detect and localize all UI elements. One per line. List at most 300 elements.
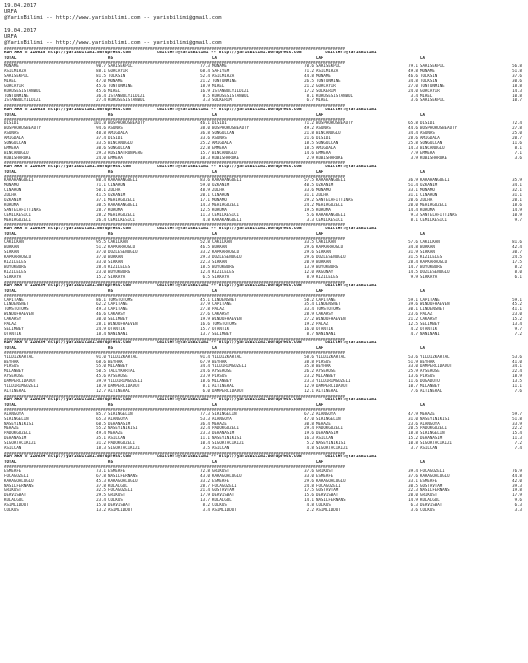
horse-name: GRIKUST	[4, 488, 22, 493]
horse-name: SIRKAYA	[108, 274, 126, 279]
horse-name: GRIKUST	[316, 468, 334, 473]
horse-name: KORUMA	[212, 207, 227, 212]
horse-name: KURUSESISTANBUL	[212, 93, 249, 98]
horse-score: 14.3	[512, 88, 522, 93]
horse-name: KARAHANGUELI	[420, 178, 450, 183]
race-blocks	[4, 47, 524, 513]
horse-name: KURUSESISTANBUL	[108, 98, 145, 103]
column-header: LA	[212, 231, 217, 236]
horse-score: 18.9	[200, 83, 210, 88]
horse-name: SAFIYEM	[212, 69, 230, 74]
horse-score: 20.5	[408, 426, 418, 431]
horse-score: 46.5	[200, 245, 210, 250]
horse-score: 35.1	[96, 436, 106, 441]
horse-score: 3.6	[410, 98, 418, 103]
horse-score: 21.6	[304, 135, 314, 140]
horse-score: 41.1	[512, 307, 522, 312]
horse-score: 29.4	[304, 426, 314, 431]
horse-name: EMMERA	[108, 155, 123, 160]
document-sheet	[4, 3, 524, 513]
race-block	[4, 47, 524, 103]
horse-score: 94.6	[96, 126, 106, 131]
horse-score: 10.8	[512, 93, 522, 98]
horse-name: DEHANASIM	[4, 436, 27, 441]
horse-score: 23.6	[408, 421, 418, 426]
horse-name: YILDIRIMGUZELI	[212, 364, 247, 369]
horse-score: 73.1	[96, 468, 106, 473]
horse-score: 44.6	[408, 126, 418, 131]
horse-score: 43.0	[200, 473, 210, 478]
horse-name: MEHAZE	[108, 431, 123, 436]
horse-score: 48.9	[200, 188, 210, 193]
horse-score: 28.2	[96, 212, 106, 217]
column-header: LA	[420, 346, 425, 351]
horse-name: DEHANASIM	[212, 431, 235, 436]
horse-name: CAPITANE	[108, 302, 128, 307]
horse-cell	[316, 508, 420, 513]
horse-name: CAPITANE	[4, 297, 24, 302]
column-header: LA	[420, 289, 425, 294]
horse-name: TOMSTOTOMS	[316, 307, 341, 312]
horse-name: CAKARSY	[420, 317, 438, 322]
horse-score: 47.0	[304, 416, 314, 421]
horse-score: 8.2	[514, 264, 522, 269]
horse-score: 3.4	[410, 93, 418, 98]
horse-name: BOSPHORUSBEAUTY	[108, 121, 145, 126]
horse-cell	[420, 332, 524, 337]
horse-score: 18.5	[304, 145, 314, 150]
header-date: 19.04.2017	[4, 3, 37, 9]
horse-score: 15.7	[200, 326, 210, 331]
block-title: KUM ARA = 110634 http://yarisbilimi.wordpress.com twitter:@YarisBilimi -- http://yarisbilimi.wordpress.com twitter:@YarisBilimi	[4, 398, 377, 403]
horse-score: 49.4	[96, 431, 106, 436]
horse-cell	[212, 446, 316, 451]
horse-cell	[4, 156, 108, 161]
horse-score: 91.0	[96, 354, 106, 359]
horse-name: PIRSUS	[4, 364, 19, 369]
horse-name: DERVISBAT	[212, 493, 235, 498]
horse-name: SIRKAYA	[4, 274, 22, 279]
horse-score: 15.2	[408, 436, 418, 441]
horse-name: BUYUKBURG	[108, 269, 131, 274]
horse-score: 47.0	[96, 78, 106, 83]
horse-score: 18.6	[200, 379, 210, 384]
horse-score: 46.1	[200, 121, 210, 126]
horse-cell	[420, 275, 524, 280]
horse-name: TOMSTOTOMS	[108, 297, 133, 302]
column-header: KG	[108, 289, 113, 294]
horse-name: DISIDI	[212, 121, 227, 126]
horse-row	[4, 332, 524, 337]
horse-score: 15.7	[200, 150, 210, 155]
horse-name: SIRKAN	[212, 259, 227, 264]
horse-name: ALTINERAL	[108, 388, 131, 393]
horse-score: 42.0	[512, 478, 522, 483]
horse-name: GORCAYIR	[316, 83, 336, 88]
horse-score: 20.0	[408, 493, 418, 498]
horse-name: CAPITANE	[420, 297, 440, 302]
hash-separator: ##########################################################################################################################################	[4, 394, 346, 399]
horse-score: 67.2	[304, 411, 314, 416]
horse-score: 19.2	[304, 321, 314, 326]
horse-score: 18.3	[96, 445, 106, 450]
horse-score: 37.8	[96, 483, 106, 488]
horse-score: 7.1	[514, 150, 522, 155]
horse-name: DERVISBAT	[316, 493, 339, 498]
horse-name: KARAKANGUELI	[316, 212, 346, 217]
horse-score: 19.6	[304, 431, 314, 436]
horse-cell	[108, 332, 212, 337]
horse-name: KORUMA	[4, 202, 19, 207]
column-header-row	[4, 56, 524, 61]
horse-score: 20.1	[200, 193, 210, 198]
horse-score: 8.1	[202, 383, 210, 388]
horse-name: ASILCAN	[212, 445, 230, 450]
horse-name: SIRKAN	[420, 250, 435, 255]
horse-score: 17.1	[200, 197, 210, 202]
horse-score: 28.7	[96, 207, 106, 212]
horse-name: BURKAN	[4, 245, 19, 250]
horse-score: 14.6	[304, 150, 314, 155]
horse-name: AYSEROSE	[108, 374, 128, 379]
horse-name: SIRKAN	[4, 250, 19, 255]
horse-score: 26.5	[304, 78, 314, 83]
horse-score: 30.8	[304, 421, 314, 426]
column-header: LA	[212, 460, 217, 465]
horse-row	[4, 508, 524, 513]
horse-name: KULALGUL	[420, 498, 440, 503]
horse-name: NASILFERNANS	[316, 498, 346, 503]
horse-score: 51.4	[408, 183, 418, 188]
horse-score: 37.1	[96, 197, 106, 202]
horse-name: CAKILKAN	[420, 240, 440, 245]
column-header: KG	[108, 460, 113, 465]
horse-score: 14.9	[512, 207, 522, 212]
horse-name: KARAGOALOGLU	[420, 473, 450, 478]
column-header: LA	[212, 55, 217, 60]
horse-name: DISIDI	[420, 121, 435, 126]
horse-score: 26.2	[304, 369, 314, 374]
horse-name: ISTANBULYILDIZI	[4, 98, 41, 103]
horse-score: 34.8	[408, 245, 418, 250]
horse-score: 4.7	[410, 331, 418, 336]
horse-score: 50.1	[96, 188, 106, 193]
horse-name: MEHIRGUZELI	[4, 217, 32, 222]
horse-score: 10.7	[408, 383, 418, 388]
horse-score: 32.4	[200, 426, 210, 431]
horse-score: 14.7	[408, 264, 418, 269]
horse-score: 18.9	[96, 383, 106, 388]
horse-score: 36.8	[200, 131, 210, 136]
horse-score: 3.7	[410, 445, 418, 450]
horse-score: 67.9	[200, 359, 210, 364]
horse-score: 33.6	[200, 135, 210, 140]
horse-score: 28.4	[96, 264, 106, 269]
column-header: LAF	[316, 403, 324, 408]
horse-score: 23.4	[96, 498, 106, 503]
horse-cell	[316, 218, 420, 223]
horse-score: 49.2	[304, 126, 314, 131]
horse-name: AYSEROSE	[4, 374, 24, 379]
horse-name: KORUMA	[108, 207, 123, 212]
horse-name: CINARON	[4, 188, 22, 193]
horse-cell	[4, 446, 108, 451]
horse-score: 40.5	[304, 183, 314, 188]
horse-name: MIREL	[420, 93, 433, 98]
horse-score: 33.2	[200, 250, 210, 255]
horse-score: 7.6	[514, 388, 522, 393]
horse-name: DISIDI	[316, 135, 331, 140]
horse-score: 13.2	[96, 507, 106, 512]
horse-name: TOMSTOTOMS	[4, 307, 29, 312]
horse-score: 6.3	[410, 503, 418, 508]
horse-score: 6.1	[514, 274, 522, 279]
horse-score: 12.7	[96, 388, 106, 393]
horse-score: 57.5	[304, 178, 314, 183]
horse-score: 23.0	[512, 312, 522, 317]
horse-name: PALAZ	[316, 321, 329, 326]
horse-score: 33.4	[304, 307, 314, 312]
horse-name: GORCAYIR	[108, 69, 128, 74]
column-header: LA	[420, 460, 425, 465]
column-header-row	[4, 403, 524, 408]
horse-name: CAKARSY	[4, 317, 22, 322]
horse-name: SIRINGELIN	[316, 416, 341, 421]
horse-score: 16.6	[200, 321, 210, 326]
horse-score: 17.9	[200, 493, 210, 498]
horse-score: 17.5	[512, 259, 522, 264]
horse-name: BEYHAK	[108, 359, 123, 364]
horse-name: AMIGDALA	[316, 145, 336, 150]
column-header: TOTAL	[4, 289, 17, 294]
column-header: LAF	[316, 231, 324, 236]
horse-score: 25.9	[408, 369, 418, 374]
horse-score: 25.8	[408, 140, 418, 145]
horse-score: 35.8	[304, 364, 314, 369]
horse-score: 39.3	[512, 483, 522, 488]
horse-score: 11.3	[512, 436, 522, 441]
horse-cell	[212, 275, 316, 280]
horse-name: BINCANOGLU	[108, 140, 133, 145]
horse-score: 34.1	[512, 364, 522, 369]
horse-name: SELIMBEY	[4, 326, 24, 331]
horse-score: 58.2	[304, 297, 314, 302]
horse-score: 33.1	[408, 188, 418, 193]
horse-name: AMIGDALA	[420, 135, 440, 140]
header-contact: @YarisBilimi -- http://www.yarisbilimi.com -- yarisbilimi@gmail.com	[4, 15, 222, 22]
column-header-row	[4, 289, 524, 294]
horse-name: EMMERA	[316, 150, 331, 155]
horse-score: 33.0	[408, 364, 418, 369]
horse-score: 22.3	[200, 259, 210, 264]
horse-score: 51.8	[512, 416, 522, 421]
horse-score: 12.0	[304, 269, 314, 274]
horse-score: 41.0	[512, 359, 522, 364]
horse-score: 3.6	[410, 507, 418, 512]
horse-name: YILDIZKARTAL	[420, 354, 450, 359]
horse-score: 88.1	[96, 69, 106, 74]
horse-score: 39.9	[96, 379, 106, 384]
horse-score: 37.0	[96, 255, 106, 260]
hash-separator: ##########################################################################################################################################	[4, 351, 346, 355]
horse-score: 51.9	[408, 359, 418, 364]
horse-score: 91.4	[200, 354, 210, 359]
horse-score: 21.2	[304, 83, 314, 88]
horse-name: YILDIRIMGUZELI	[108, 379, 143, 384]
horse-score: 57.6	[408, 240, 418, 245]
hash-separator: ##########################################################################################################################################	[4, 451, 346, 456]
horse-score: 13.4	[512, 321, 522, 326]
horse-name: SIRKAN	[316, 250, 331, 255]
horse-name: SOLKERIM	[212, 98, 232, 103]
horse-name: COLKUS	[108, 498, 123, 503]
horse-name: NASEYINIKISI	[420, 416, 450, 421]
horse-name: AKGUNAY	[316, 269, 334, 274]
horse-score: 34.4	[408, 131, 418, 136]
horse-score: 71.2	[304, 121, 314, 126]
horse-name: AYSEROSE	[316, 369, 336, 374]
horse-score: 26.4	[96, 217, 106, 222]
horse-score: 21.4	[200, 488, 210, 493]
horse-name: KARAHANGUELI	[4, 178, 34, 183]
horse-cell	[4, 98, 108, 103]
horse-name: DAMPERCIDAVUT	[108, 383, 141, 388]
horse-score: 7.2	[514, 441, 522, 446]
horse-name: FOCAGUZELI	[108, 488, 133, 493]
horse-score: 12.9	[304, 383, 314, 388]
horse-name: SIRINGELIN	[420, 431, 445, 436]
horse-score: 12.4	[200, 269, 210, 274]
horse-score: 6.7	[306, 98, 314, 103]
horse-name: NANINANI	[108, 331, 128, 336]
horse-cell	[4, 389, 108, 394]
horse-cell	[420, 508, 524, 513]
horse-name: DEHANASIM	[108, 421, 131, 426]
horse-name: YILDIZKARTAL	[212, 354, 242, 359]
horse-name: WINDOFHAEVEN	[420, 302, 450, 307]
horse-name: ALTINERAL	[420, 388, 443, 393]
horse-name: OTANTIK	[316, 326, 334, 331]
horse-score: 29.2	[304, 197, 314, 202]
horse-name: GRIKUST	[420, 493, 438, 498]
horse-name: SIGORTACIKIZI	[212, 441, 245, 446]
horse-score: 80.4	[96, 178, 106, 183]
horse-name: DUZLESENOGLU	[212, 255, 242, 260]
horse-name: SOLKERIM	[316, 88, 336, 93]
horse-score: 44.8	[304, 73, 314, 78]
horse-score: 9.7	[514, 326, 522, 331]
horse-score: 24.2	[304, 202, 314, 207]
horse-name: MEHIRGUZELI	[212, 202, 240, 207]
horse-name: WINDOFHAEVEN	[4, 312, 34, 317]
block-title: KUM ARA = 110634 http://yarisbilimi.wordpress.com twitter:@YarisBilimi -- http://yarisbilimi.wordpress.com twitter:@YarisBilimi	[4, 284, 377, 289]
horse-cell	[4, 275, 108, 280]
column-header: LA	[420, 231, 425, 236]
hash-separator: ##########################################################################################################################################	[4, 47, 346, 51]
horse-score: 81.6	[512, 240, 522, 245]
horse-name: SIRINGELIN	[212, 411, 237, 416]
horse-score: 29.3	[96, 150, 106, 155]
horse-name: KARAGOALOGLU	[4, 478, 34, 483]
horse-name: CINARON	[108, 183, 126, 188]
horse-score: 62.2	[96, 302, 106, 307]
horse-name: SIRKAYA	[212, 274, 230, 279]
horse-name: ZULHA	[316, 193, 329, 198]
horse-cell	[316, 98, 420, 103]
horse-name: DUZLESENOGLU	[108, 250, 138, 255]
horse-score: 31.1	[512, 193, 522, 198]
column-header: KG	[108, 112, 113, 117]
horse-name: PALAZ	[4, 321, 17, 326]
column-header: LAF	[316, 346, 324, 351]
horse-score: 68.4	[200, 69, 210, 74]
horse-name: MILANBEY	[420, 383, 440, 388]
horse-name: BUYUKBURG	[420, 264, 443, 269]
horse-name: PADOKGUZELI	[316, 426, 344, 431]
horse-name: ASILCAN	[316, 436, 334, 441]
horse-score: 3.3	[306, 217, 314, 222]
horse-name: BOSPHORUSBEAUTY	[420, 126, 457, 131]
horse-name: PADOKGUZELI	[212, 426, 240, 431]
horse-score: 24.5	[512, 255, 522, 260]
horse-score: 2.2	[306, 507, 314, 512]
horse-name: ASUNAS	[316, 126, 331, 131]
horse-score: 14.3	[408, 145, 418, 150]
horse-score: 17.5	[304, 488, 314, 493]
horse-score: 28.6	[408, 135, 418, 140]
horse-score: 23.6	[408, 312, 418, 317]
horse-name: PADOKGUZELI	[4, 431, 32, 436]
horse-score: 2.9	[306, 155, 314, 160]
horse-score: 23.3	[304, 379, 314, 384]
horse-score: 4.8	[202, 217, 210, 222]
horse-name: OTANTIK	[420, 326, 438, 331]
horse-name: KARAHANGUELI	[316, 178, 346, 183]
horse-score: 67.8	[96, 473, 106, 478]
horse-name: SELIMBEY	[212, 331, 232, 336]
horse-score: 50.5	[96, 369, 106, 374]
horse-cell	[212, 218, 316, 223]
horse-name: KUBISHAROKE	[316, 155, 344, 160]
horse-score: 30.5	[96, 202, 106, 207]
horse-score: 4.8	[306, 503, 314, 508]
horse-name: GRIKUST	[108, 493, 126, 498]
horse-name: NASEYINIKISI	[212, 436, 242, 441]
horse-name: NASILFERNANS	[108, 473, 138, 478]
horse-score: 18.5	[200, 264, 210, 269]
horse-name: KIZILELES	[4, 259, 27, 264]
horse-score: 8.1	[514, 145, 522, 150]
hash-separator: ##########################################################################################################################################	[4, 60, 346, 65]
horse-name: NASEYINIKISI	[4, 421, 34, 426]
horse-score: 12.1	[304, 388, 314, 393]
horse-name: GORCAYIR	[4, 83, 24, 88]
horse-name: CEMILKESICI	[316, 217, 344, 222]
horse-name: MILANBEY	[212, 379, 232, 384]
horse-name: EMMERA	[420, 150, 435, 155]
horse-score: 85.7	[96, 411, 106, 416]
horse-name: KUBISHAROKE	[420, 155, 448, 160]
horse-name: ALANGOYA	[212, 416, 232, 421]
column-header-row	[4, 170, 524, 175]
horse-score: 33.9	[512, 421, 522, 426]
horse-name: DAMPERCIDAVUT	[212, 388, 245, 393]
horse-name: KARAKANGUELI	[212, 217, 242, 222]
horse-name: COLKUS	[4, 507, 19, 512]
horse-score: 23.0	[96, 269, 106, 274]
horse-score: 33.5	[304, 240, 314, 245]
horse-name: KULALGUL	[108, 483, 128, 488]
